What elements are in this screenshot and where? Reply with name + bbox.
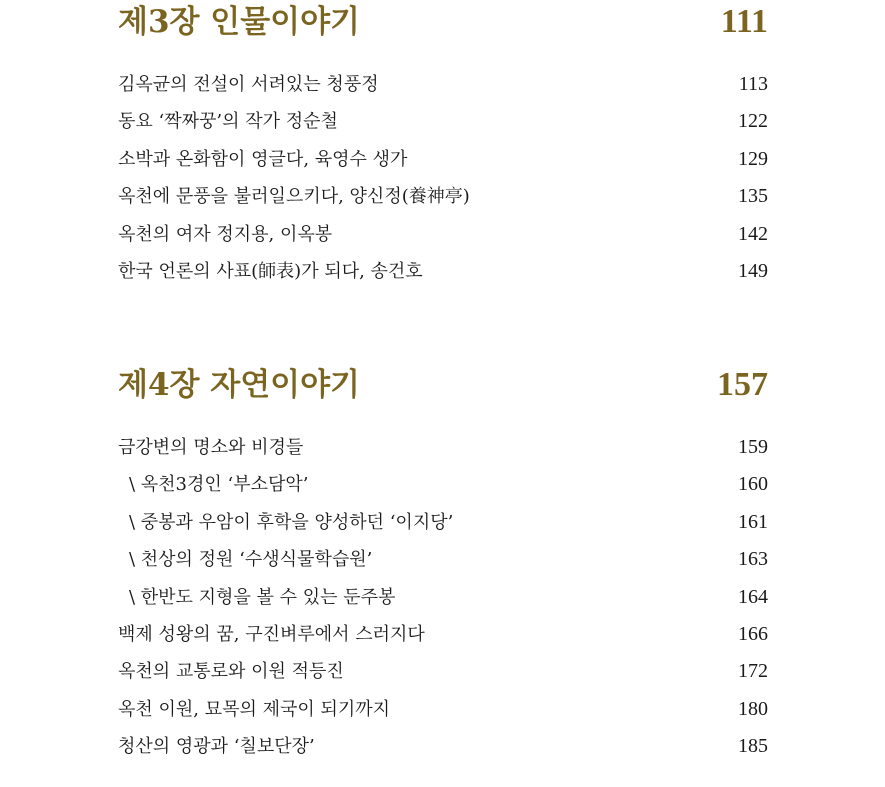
chapter-title: 제3장 인물이야기 bbox=[118, 4, 360, 40]
toc-entry bbox=[118, 697, 768, 734]
toc-entry-page: 172 bbox=[738, 660, 768, 683]
chapter-heading bbox=[118, 365, 768, 405]
toc-entry bbox=[118, 622, 768, 659]
toc-entry-title: 한국 언론의 사표(師表)가 되다, 송건호 bbox=[118, 260, 423, 282]
toc-entry-title: \ 중봉과 우암이 후학을 양성하던 ‘이지당’ bbox=[129, 511, 454, 533]
toc-entry-title: 옥천의 여자 정지용, 이옥봉 bbox=[118, 223, 333, 245]
toc-entry-page: 159 bbox=[738, 436, 768, 458]
toc-entry bbox=[118, 184, 768, 221]
toc-subentry bbox=[118, 547, 768, 584]
chapter-heading bbox=[118, 2, 768, 42]
toc-entry-title: \ 옥천3경인 ‘부소담악’ bbox=[129, 474, 309, 496]
toc-list bbox=[118, 435, 768, 772]
chapter-3-section bbox=[118, 2, 768, 296]
toc-entry-page: 135 bbox=[738, 185, 768, 208]
toc-subentry bbox=[118, 510, 768, 547]
toc-entry-title: \ 한반도 지형을 볼 수 있는 둔주봉 bbox=[129, 586, 396, 608]
toc-entry-title: 동요 ‘짝짜꿍’의 작가 정순철 bbox=[118, 111, 338, 133]
toc-entry bbox=[118, 259, 768, 296]
toc-entry-page: 142 bbox=[738, 222, 768, 245]
toc-entry-title: 소박과 온화함이 영글다, 육영수 생가 bbox=[118, 148, 408, 170]
toc-entry-page: 185 bbox=[738, 735, 768, 758]
toc-entry-page: 166 bbox=[738, 622, 768, 645]
toc-entry-title: 청산의 영광과 ‘칠보단장’ bbox=[118, 736, 315, 758]
chapter-4-section bbox=[118, 365, 768, 772]
toc-entry bbox=[118, 109, 768, 146]
toc-entry-title: 옥천 이원, 묘목의 제국이 되기까지 bbox=[118, 698, 391, 720]
toc-entry bbox=[118, 72, 768, 109]
toc-list bbox=[118, 72, 768, 296]
toc-entry bbox=[118, 734, 768, 771]
toc-entry-page: 163 bbox=[738, 548, 768, 571]
toc-entry bbox=[118, 222, 768, 259]
chapter-page-number: 157 bbox=[717, 366, 768, 403]
toc-entry-title: \ 천상의 정원 ‘수생식물학습원’ bbox=[129, 549, 373, 571]
toc-entry-page: 180 bbox=[738, 697, 768, 720]
toc-entry-page: 122 bbox=[738, 110, 768, 133]
toc-entry bbox=[118, 659, 768, 696]
toc-entry-page: 149 bbox=[738, 259, 768, 282]
toc-entry-title: 옥천의 교통로와 이원 적등진 bbox=[118, 661, 344, 683]
chapter-title: 제4장 자연이야기 bbox=[118, 367, 360, 403]
toc-entry bbox=[118, 435, 768, 472]
toc-subentry bbox=[118, 585, 768, 622]
toc-subentry bbox=[118, 472, 768, 509]
toc-entry-page: 160 bbox=[738, 473, 768, 496]
toc-entry-page: 113 bbox=[738, 73, 768, 95]
toc-entry-page: 164 bbox=[738, 585, 768, 608]
toc-entry-title: 금강변의 명소와 비경들 bbox=[118, 437, 304, 458]
toc-entry-title: 옥천에 문풍을 불러일으키다, 양신정(養神亭) bbox=[118, 186, 470, 208]
toc-entry-page: 129 bbox=[738, 147, 768, 170]
toc-entry bbox=[118, 147, 768, 184]
toc-entry-title: 김옥균의 전설이 서려있는 청풍정 bbox=[118, 74, 379, 95]
chapter-page-number: 111 bbox=[720, 3, 768, 40]
toc-entry-title: 백제 성왕의 꿈, 구진벼루에서 스러지다 bbox=[118, 623, 425, 645]
toc-entry-page: 161 bbox=[738, 510, 768, 533]
